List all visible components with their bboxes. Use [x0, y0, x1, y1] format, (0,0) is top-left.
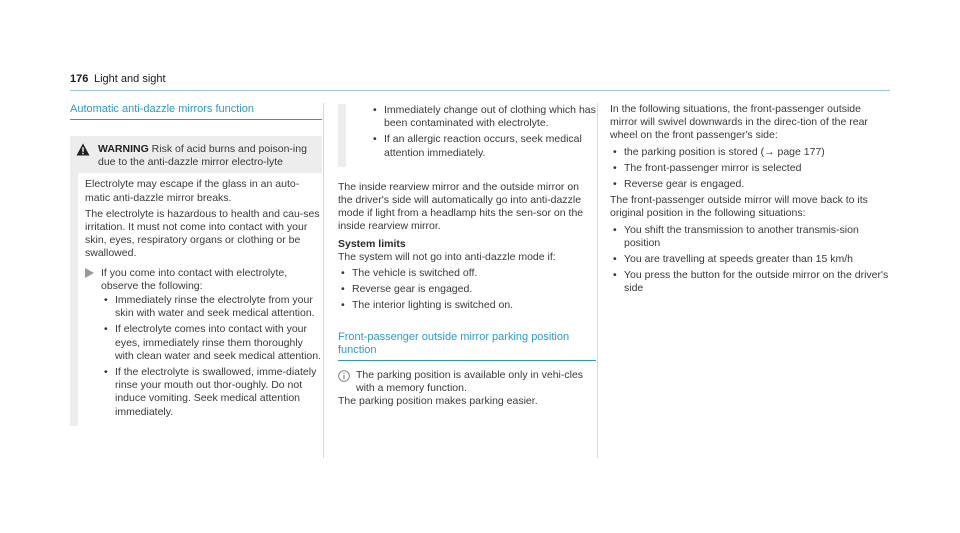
section-title-rule — [338, 360, 596, 361]
bullet-list — [338, 267, 596, 313]
list-item: • Reverse gear is engaged. — [338, 283, 596, 296]
list-item: • the parking position is stored (→ page 177) — [610, 146, 890, 159]
paragraph: In the following situations, the front-passenger outside mirror will swivel downwards in the direc-tion of the rear wheel on the front passenger's side: — [610, 103, 868, 142]
page-number: 176 — [70, 73, 89, 85]
info-icon — [338, 369, 350, 395]
column-left — [70, 103, 322, 426]
step-text: If you come into contact with electrolyte, observe the following: — [101, 266, 288, 292]
bullet-list — [101, 294, 322, 419]
warning-body — [70, 173, 322, 425]
bullet-list — [610, 224, 890, 296]
header-title: Light and sight — [94, 73, 166, 85]
warning-lead: Risk of acid burns and poison-ing due to the anti-dazzle mirror electro-lyte — [98, 143, 307, 169]
warning-box — [70, 136, 322, 173]
list-item: • You press the button for the outside mirror on the driver's side — [610, 269, 890, 295]
list-item: • Reverse gear is engaged. — [610, 178, 890, 191]
list-item: • If the electrolyte is swallowed, imme-diately rinse your mouth out thor-oughly. Do not induce vomiting. Seek medical attention immediately. — [101, 366, 322, 419]
column-right — [610, 103, 890, 299]
bullet-list — [370, 104, 596, 160]
list-item: • Immediately change out of clothing which has been contaminated with electrolyte. — [370, 104, 596, 130]
step-arrow-icon — [85, 267, 95, 422]
header-divider — [70, 90, 890, 91]
list-item: • You shift the transmission to another transmis-sion position — [610, 224, 890, 250]
warning-body-paragraph: The electrolyte is hazardous to health and cau-ses irritation. It must not come into contact with your skin, eyes, respiratory organs or clothing or be swallowed. — [85, 207, 320, 260]
warning-text — [98, 143, 316, 169]
instruction-step — [85, 267, 322, 422]
warning-header — [70, 136, 322, 173]
list-item: • Immediately rinse the electrolyte from your skin with water and seek medical attention. — [101, 294, 322, 320]
subsection-title: System limits — [338, 237, 406, 250]
paragraph: The front-passenger outside mirror will move back to its original position in the following situations: — [610, 194, 868, 220]
list-item: • The front-passenger mirror is selected — [610, 162, 890, 175]
paragraph: The system will not go into anti-dazzle mode if: — [338, 250, 556, 263]
paragraph: The inside rearview mirror and the outside mirror on the driver's side will automatically go into anti-dazzle mode if light from a headlamp hits the sen-sor on the inside rearview mirror. — [338, 180, 584, 233]
bullet-list — [610, 146, 890, 192]
note — [338, 369, 596, 395]
warning-triangle-icon — [76, 143, 90, 169]
list-item: • If an allergic reaction occurs, seek medical attention immediately. — [370, 133, 596, 159]
paragraph: The parking position makes parking easier. — [338, 395, 538, 408]
list-item: • If electrolyte comes into contact with your eyes, immediately rinse them thoroughly with clean water and seek medical attention. — [101, 323, 322, 363]
warning-body-paragraph: Electrolyte may escape if the glass in an auto-matic anti-dazzle mirror breaks. — [85, 178, 300, 204]
column-middle — [338, 103, 596, 411]
column-divider — [323, 103, 324, 458]
warning-label: WARNING — [98, 143, 149, 155]
list-item: • The vehicle is switched off. — [338, 267, 596, 280]
list-item: • You are travelling at speeds greater than 15 km/h — [610, 253, 890, 266]
column-divider — [597, 103, 598, 458]
section-title: Automatic anti-dazzle mirrors function — [70, 103, 255, 115]
note-text: The parking position is available only in vehi-cles with a memory function. — [356, 368, 584, 394]
section-title: Front-passenger outside mirror parking position function — [338, 330, 570, 356]
warning-continuation — [338, 104, 596, 167]
section-title-rule — [70, 119, 322, 120]
list-item: • The interior lighting is switched on. — [338, 299, 596, 312]
